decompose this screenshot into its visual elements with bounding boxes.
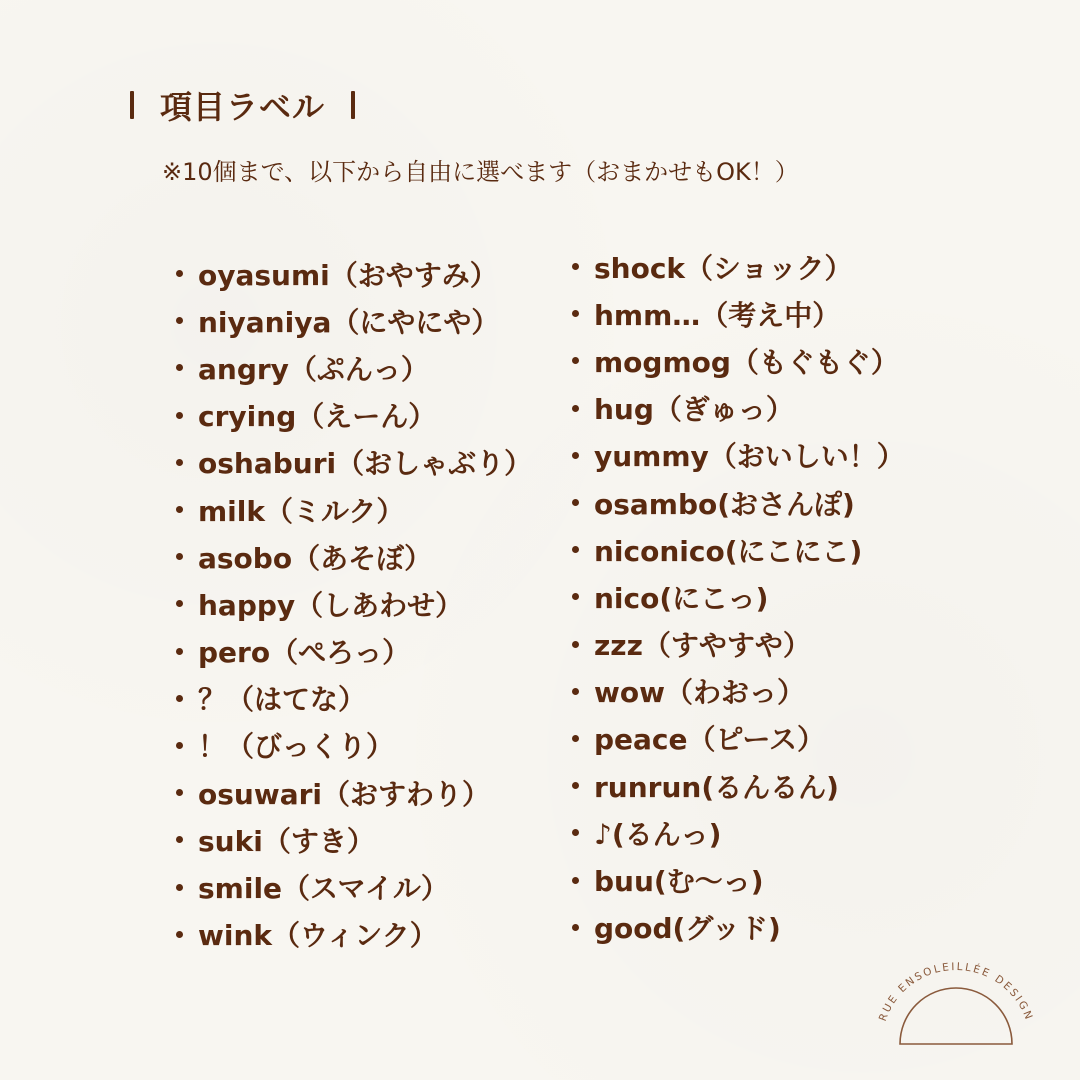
list-item-label: wink（ウィンク） [198, 919, 438, 953]
list-item [572, 621, 905, 668]
list-item-label: niyaniya（にやにや） [198, 305, 500, 339]
bullet-icon [572, 829, 579, 836]
bullet-icon [176, 836, 183, 843]
list-item-label: yummy（おいしい！） [594, 440, 905, 474]
list-item-label: smile（スマイル） [198, 872, 449, 906]
bullet-icon [176, 412, 183, 419]
logo-text-path: RUE ENSOLEILLÉE DESIGN [876, 960, 1036, 1023]
list-item-label: osuwari（おすわり） [198, 777, 491, 811]
list-item [176, 580, 532, 627]
bullet-icon [176, 600, 183, 607]
list-item-label: zzz（すやすや） [594, 629, 811, 663]
list-item [176, 344, 532, 391]
selection-note: ※10個まで、以下から自由に選べます（おまかせもOK！） [162, 158, 799, 186]
bullet-icon [176, 553, 183, 560]
list-item [176, 297, 532, 344]
heading-title: 項目ラベル [160, 88, 326, 126]
bullet-icon [176, 695, 183, 702]
bullet-icon [572, 310, 579, 317]
list-item [176, 769, 532, 816]
list-item [572, 668, 905, 715]
list-item [572, 243, 905, 290]
list-item-label: happy（しあわせ） [198, 588, 464, 622]
list-item [572, 290, 905, 337]
list-item-label: crying（えーん） [198, 400, 437, 434]
list-item [572, 715, 905, 762]
bullet-icon [572, 877, 579, 884]
list-item-label: ♪(るんっ) [594, 817, 722, 851]
bullet-icon [176, 648, 183, 655]
list-item [572, 479, 905, 526]
list-item [176, 816, 532, 863]
list-item [176, 863, 532, 910]
list-item-label: niconico(にこにこ) [594, 534, 863, 568]
bullet-icon [176, 506, 183, 513]
list-item [572, 856, 905, 903]
list-item-label: hug（ぎゅっ） [594, 393, 794, 427]
heading-bar-right [351, 91, 355, 119]
bullet-icon [176, 742, 183, 749]
bullet-icon [176, 270, 183, 277]
bullet-icon [572, 688, 579, 695]
bullet-icon [572, 641, 579, 648]
list-item [572, 385, 905, 432]
bullet-icon [572, 405, 579, 412]
list-item [572, 762, 905, 809]
logo-text [877, 961, 1035, 1023]
bullet-icon [176, 364, 183, 371]
list-item [176, 250, 532, 297]
bullet-icon [176, 317, 183, 324]
list-item-label: peace（ピース） [594, 723, 825, 757]
list-item-label: oyasumi（おやすみ） [198, 258, 498, 292]
bullet-icon [572, 263, 579, 270]
bullet-icon [572, 452, 579, 459]
half-sun-icon [900, 988, 1012, 1044]
label-list-left [176, 250, 532, 958]
bullet-icon [176, 931, 183, 938]
list-item-label: hmm…（考え中） [594, 298, 841, 332]
list-item [176, 911, 532, 958]
list-item-label: milk（ミルク） [198, 494, 405, 528]
list-item-label: mogmog（もぐもぐ） [594, 345, 899, 379]
list-item [176, 722, 532, 769]
list-item-label: osambo(おさんぽ) [594, 487, 855, 521]
list-item-label: suki（すき） [198, 824, 375, 858]
bullet-icon [572, 499, 579, 506]
bullet-icon [572, 735, 579, 742]
bullet-icon [572, 546, 579, 553]
list-item [176, 675, 532, 722]
bullet-icon [572, 782, 579, 789]
bullet-icon [572, 593, 579, 600]
list-item [572, 573, 905, 620]
label-list-right [572, 243, 905, 951]
bullet-icon [176, 789, 183, 796]
list-item-label: asobo（あそぼ） [198, 541, 433, 575]
list-item-label: oshaburi（おしゃぶり） [198, 447, 533, 481]
bullet-icon [572, 924, 579, 931]
list-item [572, 432, 905, 479]
list-item-label: buu(む～っ) [594, 865, 764, 899]
bullet-icon [572, 357, 579, 364]
list-item-label: pero（ぺろっ） [198, 636, 411, 670]
list-item [176, 628, 532, 675]
bullet-icon [176, 884, 183, 891]
brand-logo [866, 958, 1046, 1058]
list-item-label: runrun(るんるん) [594, 770, 839, 804]
list-item-label: ？（はてな） [198, 683, 367, 717]
list-item [572, 337, 905, 384]
list-item-label: ！（びっくり） [198, 730, 395, 764]
section-heading [130, 82, 355, 128]
list-item [176, 533, 532, 580]
list-item-label: angry（ぷんっ） [198, 352, 429, 386]
list-item-label: shock（ショック） [594, 251, 853, 285]
list-item-label: wow（わおっ） [594, 676, 805, 710]
list-item [572, 904, 905, 951]
list-item [176, 392, 532, 439]
list-item [572, 526, 905, 573]
list-item [572, 809, 905, 856]
bullet-icon [176, 459, 183, 466]
list-item [176, 439, 532, 486]
list-item-label: nico(にこっ) [594, 581, 769, 615]
list-item-label: good(グッド) [594, 912, 781, 946]
heading-bar-left [130, 91, 134, 119]
list-item [176, 486, 532, 533]
